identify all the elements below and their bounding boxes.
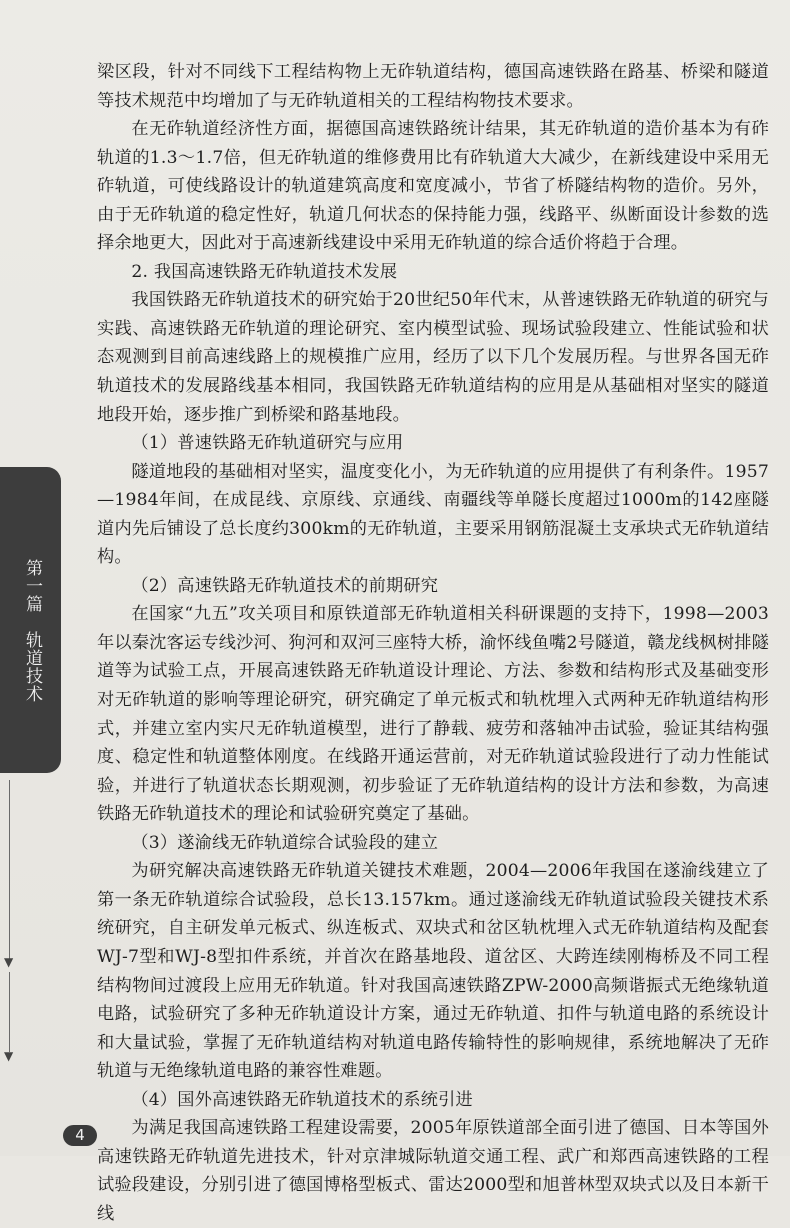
margin-rule-lower: [9, 972, 10, 1052]
down-arrow-icon: ▼: [4, 955, 14, 969]
paragraph-early-research: 在国家“九五”攻关项目和原铁道部无砟轨道相关科研课题的支持下，1998—2003年以秦沈客运专线沙河、狗河和双河三座特大桥，渝怀线鱼嘴2号隧道，赣龙线枫树排隧道等为试验工点，开展高速铁路无砟轨道设计理论、方法、参数和结构形式及基础变形对无砟轨道的影响等理论研究，研究确定了单元板式和轨枕埋入式两种无砟轨道结构形式，并建立室内实尺无砟轨道模型，进行了静载、疲劳和落轴冲击试验，验证其结构强度、稳定性和轨道整体刚度。在线路开通运营前，对无砟轨道试验段进行了动力性能试验，并进行了轨道状态长期观测，初步验证了无砟轨道结构的设计方法和参数，为高速铁路无砟轨道技术的理论和试验研究奠定了基础。: [97, 604, 769, 825]
subheading-4: （4）国外高速铁路无砟轨道技术的系统引进: [131, 1089, 473, 1110]
subheading-3: （3）遂渝线无砟轨道综合试验段的建立: [131, 832, 439, 853]
subheading-2: （2）高速铁路无砟轨道技术的前期研究: [131, 575, 439, 596]
paragraph-history: 我国铁路无砟轨道技术的研究始于20世纪50年代末，从普速铁路无砟轨道的研究与实践、高速铁路无砟轨道的理论研究、室内模型试验、现场试验段建立、性能试验和状态观测到目前高速线路上的规模推广应用，经历了以下几个发展历程。与世界各国无砟轨道技术的发展路线基本相同，我国铁路无砟轨道结构的应用是从基础相对坚实的隧道地段开始，逐步推广到桥梁和路基地段。: [97, 290, 769, 425]
page-body: [97, 58, 769, 1228]
paragraph-economics: 在无砟轨道经济性方面，据德国高速铁路统计结果，其无砟轨道的造价基本为有砟轨道的1.3～1.7倍，但无砟轨道的维修费用比有砟轨道大大减少，在新线建设中采用无砟轨道，可使线路设计的轨道建筑高度和宽度减小，节省了桥隧结构物的造价。另外，由于无砟轨道的稳定性好，轨道几何状态的保持能力强，线路平、纵断面设计参数的选择余地更大，因此对于高速新线建设中采用无砟轨道的综合适价将趋于合理。: [97, 119, 769, 254]
margin-rule-upper: [9, 780, 10, 960]
paragraph-suiyu-line: 为研究解决高速铁路无砟轨道关键技术难题，2004—2006年我国在遂渝线建立了第一条无砟轨道综合试验段，总长13.157km。通过遂渝线无砟轨道试验段关键技术系统研究，自主研发单元板式、纵连板式、双块式和岔区轨枕埋入式无砟轨道结构及配套WJ-7型和WJ-8型扣件系统，并首次在路基地段、道岔区、大跨连续刚梅桥及不同工程结构物间过渡段上应用无砟轨道。针对我国高速铁路ZPW-2000高频谐振式无绝缘轨道电路，试验研究了多种无砟轨道设计方案，通过无砟轨道、扣件与轨道电路的系统设计和大量试验，掌握了无砟轨道结构对轨道电路传输特性的影响规律，系统地解决了无砟轨道与无绝缘轨道电路的兼容性难题。: [97, 861, 769, 1082]
side-tab-title: 轨道技术: [22, 631, 42, 703]
page-number-badge: 4: [63, 1125, 97, 1146]
chapter-side-tab: [0, 467, 61, 773]
side-tab-chapter: 第一篇: [22, 559, 42, 613]
section-heading: 2. 我国高速铁路无砟轨道技术发展: [131, 261, 398, 282]
paragraph-tunnels: 隧道地段的基础相对坚实，温度变化小，为无砟轨道的应用提供了有利条件。1957—1984年间，在成昆线、京原线、京通线、南疆线等单隧长度超过1000m的142座隧道内先后铺设了总长度约300km的无砟轨道，主要采用钢筋混凝土支承块式无砟轨道结构。: [97, 461, 769, 568]
paragraph-foreign-tech: 为满足我国高速铁路工程建设需要，2005年原铁道部全面引进了德国、日本等国外高速铁路无砟轨道先进技术，针对京津城际轨道交通工程、武广和郑西高速铁路的工程试验段建设，分别引进了德国博格型板式、雷达2000型和旭普林型双块式以及日本新干线: [97, 1118, 769, 1224]
subheading-1: （1）普速铁路无砟轨道研究与应用: [131, 433, 404, 454]
down-arrow-icon-lower: ▼: [4, 1049, 14, 1063]
paragraph-continuation: 梁区段，针对不同线下工程结构物上无砟轨道结构，德国高速铁路在路基、桥梁和隧道等技术规范中均增加了与无砟轨道相关的工程结构物技术要求。: [97, 62, 769, 111]
